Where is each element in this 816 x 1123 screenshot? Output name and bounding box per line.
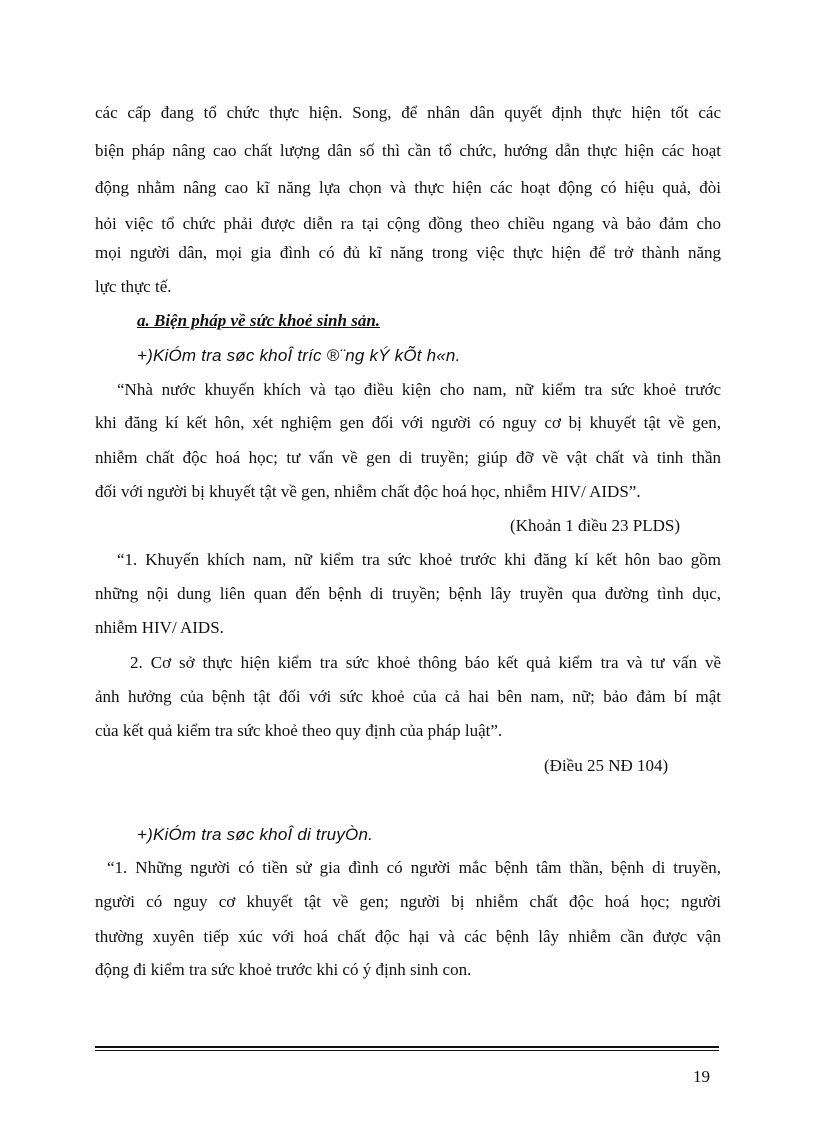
footer-rule-bottom	[95, 1050, 719, 1051]
quote-3-line-3: của kết quả kiểm tra sức khoẻ theo quy định của pháp luật”.	[95, 721, 503, 740]
subheading-genetic-check: +)KiÓm tra søc khoÎ di truyÒn.	[137, 825, 374, 844]
quote-1-line-3: nhiễm chất độc hoá học; tư vấn về gen di truyền; giúp đỡ về vật chất và tinh thần	[95, 448, 721, 467]
quote-1-line-1: “Nhà nước khuyến khích và tạo điều kiện cho nam, nữ kiểm tra sức khoẻ trước	[117, 380, 721, 399]
section-heading: a. Biện pháp về sức khoẻ sinh sản.	[137, 311, 381, 330]
quote-3-line-1: 2. Cơ sở thực hiện kiểm tra sức khoẻ thông báo kết quả kiểm tra và tư vấn về	[130, 653, 721, 672]
intro-line-4: hỏi việc tổ chức phải được diễn ra tại cộng đồng theo chiều ngang và bảo đảm cho	[95, 214, 721, 233]
citation-1: (Khoản 1 điều 23 PLDS)	[510, 516, 680, 535]
quote-4-line-2: người có nguy cơ khuyết tật về gen; người bị nhiễm chất độc hoá học; người	[95, 892, 721, 911]
quote-2-line-3: nhiễm HIV/ AIDS.	[95, 618, 224, 637]
quote-4-line-3: thường xuyên tiếp xúc với hoá chất độc hại và các bệnh lây nhiễm cần được vận	[95, 927, 721, 946]
quote-4-line-4: động đi kiểm tra sức khoẻ trước khi có ý định sinh con.	[95, 960, 472, 979]
quote-4-line-1: “1. Những người có tiền sử gia đình có người mắc bệnh tâm thần, bệnh di truyền,	[107, 858, 721, 877]
intro-line-5: mọi người dân, mọi gia đình có đủ kĩ năng trong việc thực hiện để trở thành năng	[95, 243, 721, 262]
intro-line-1: các cấp đang tổ chức thực hiện. Song, để nhân dân quyết định thực hiện tốt các	[95, 103, 721, 122]
quote-3-line-2: ảnh hưởng của bệnh tật đối với sức khoẻ của cả hai bên nam, nữ; bảo đảm bí mật	[95, 687, 721, 706]
footer-rule-top	[95, 1046, 719, 1048]
quote-1-line-2: khi đăng kí kết hôn, xét nghiệm gen đối với người có nguy cơ bị khuyết tật về gen,	[95, 413, 721, 432]
quote-2-line-1: “1. Khuyến khích nam, nữ kiểm tra sức khoẻ trước khi đăng kí kết hôn bao gồm	[117, 550, 721, 569]
citation-2: (Điều 25 NĐ 104)	[544, 756, 669, 775]
subheading-premarital-check: +)KiÓm tra søc khoÎ tríc ®¨ng kÝ kÕt h«n.	[137, 346, 461, 365]
intro-line-6: lực thực tế.	[95, 277, 172, 296]
quote-1-line-4: đối với người bị khuyết tật về gen, nhiễm chất độc hoá học, nhiễm HIV/ AIDS”.	[95, 482, 641, 501]
intro-line-2: biện pháp nâng cao chất lượng dân số thì cần tổ chức, hướng dẫn thực hiện các hoạt	[95, 141, 721, 160]
intro-line-3: động nhằm nâng cao kĩ năng lựa chọn và thực hiện các hoạt động có hiệu quả, đòi	[95, 178, 721, 197]
quote-2-line-2: những nội dung liên quan đến bệnh di truyền; bệnh lây truyền qua đường tình dục,	[95, 584, 721, 603]
page-number: 19	[693, 1067, 710, 1086]
